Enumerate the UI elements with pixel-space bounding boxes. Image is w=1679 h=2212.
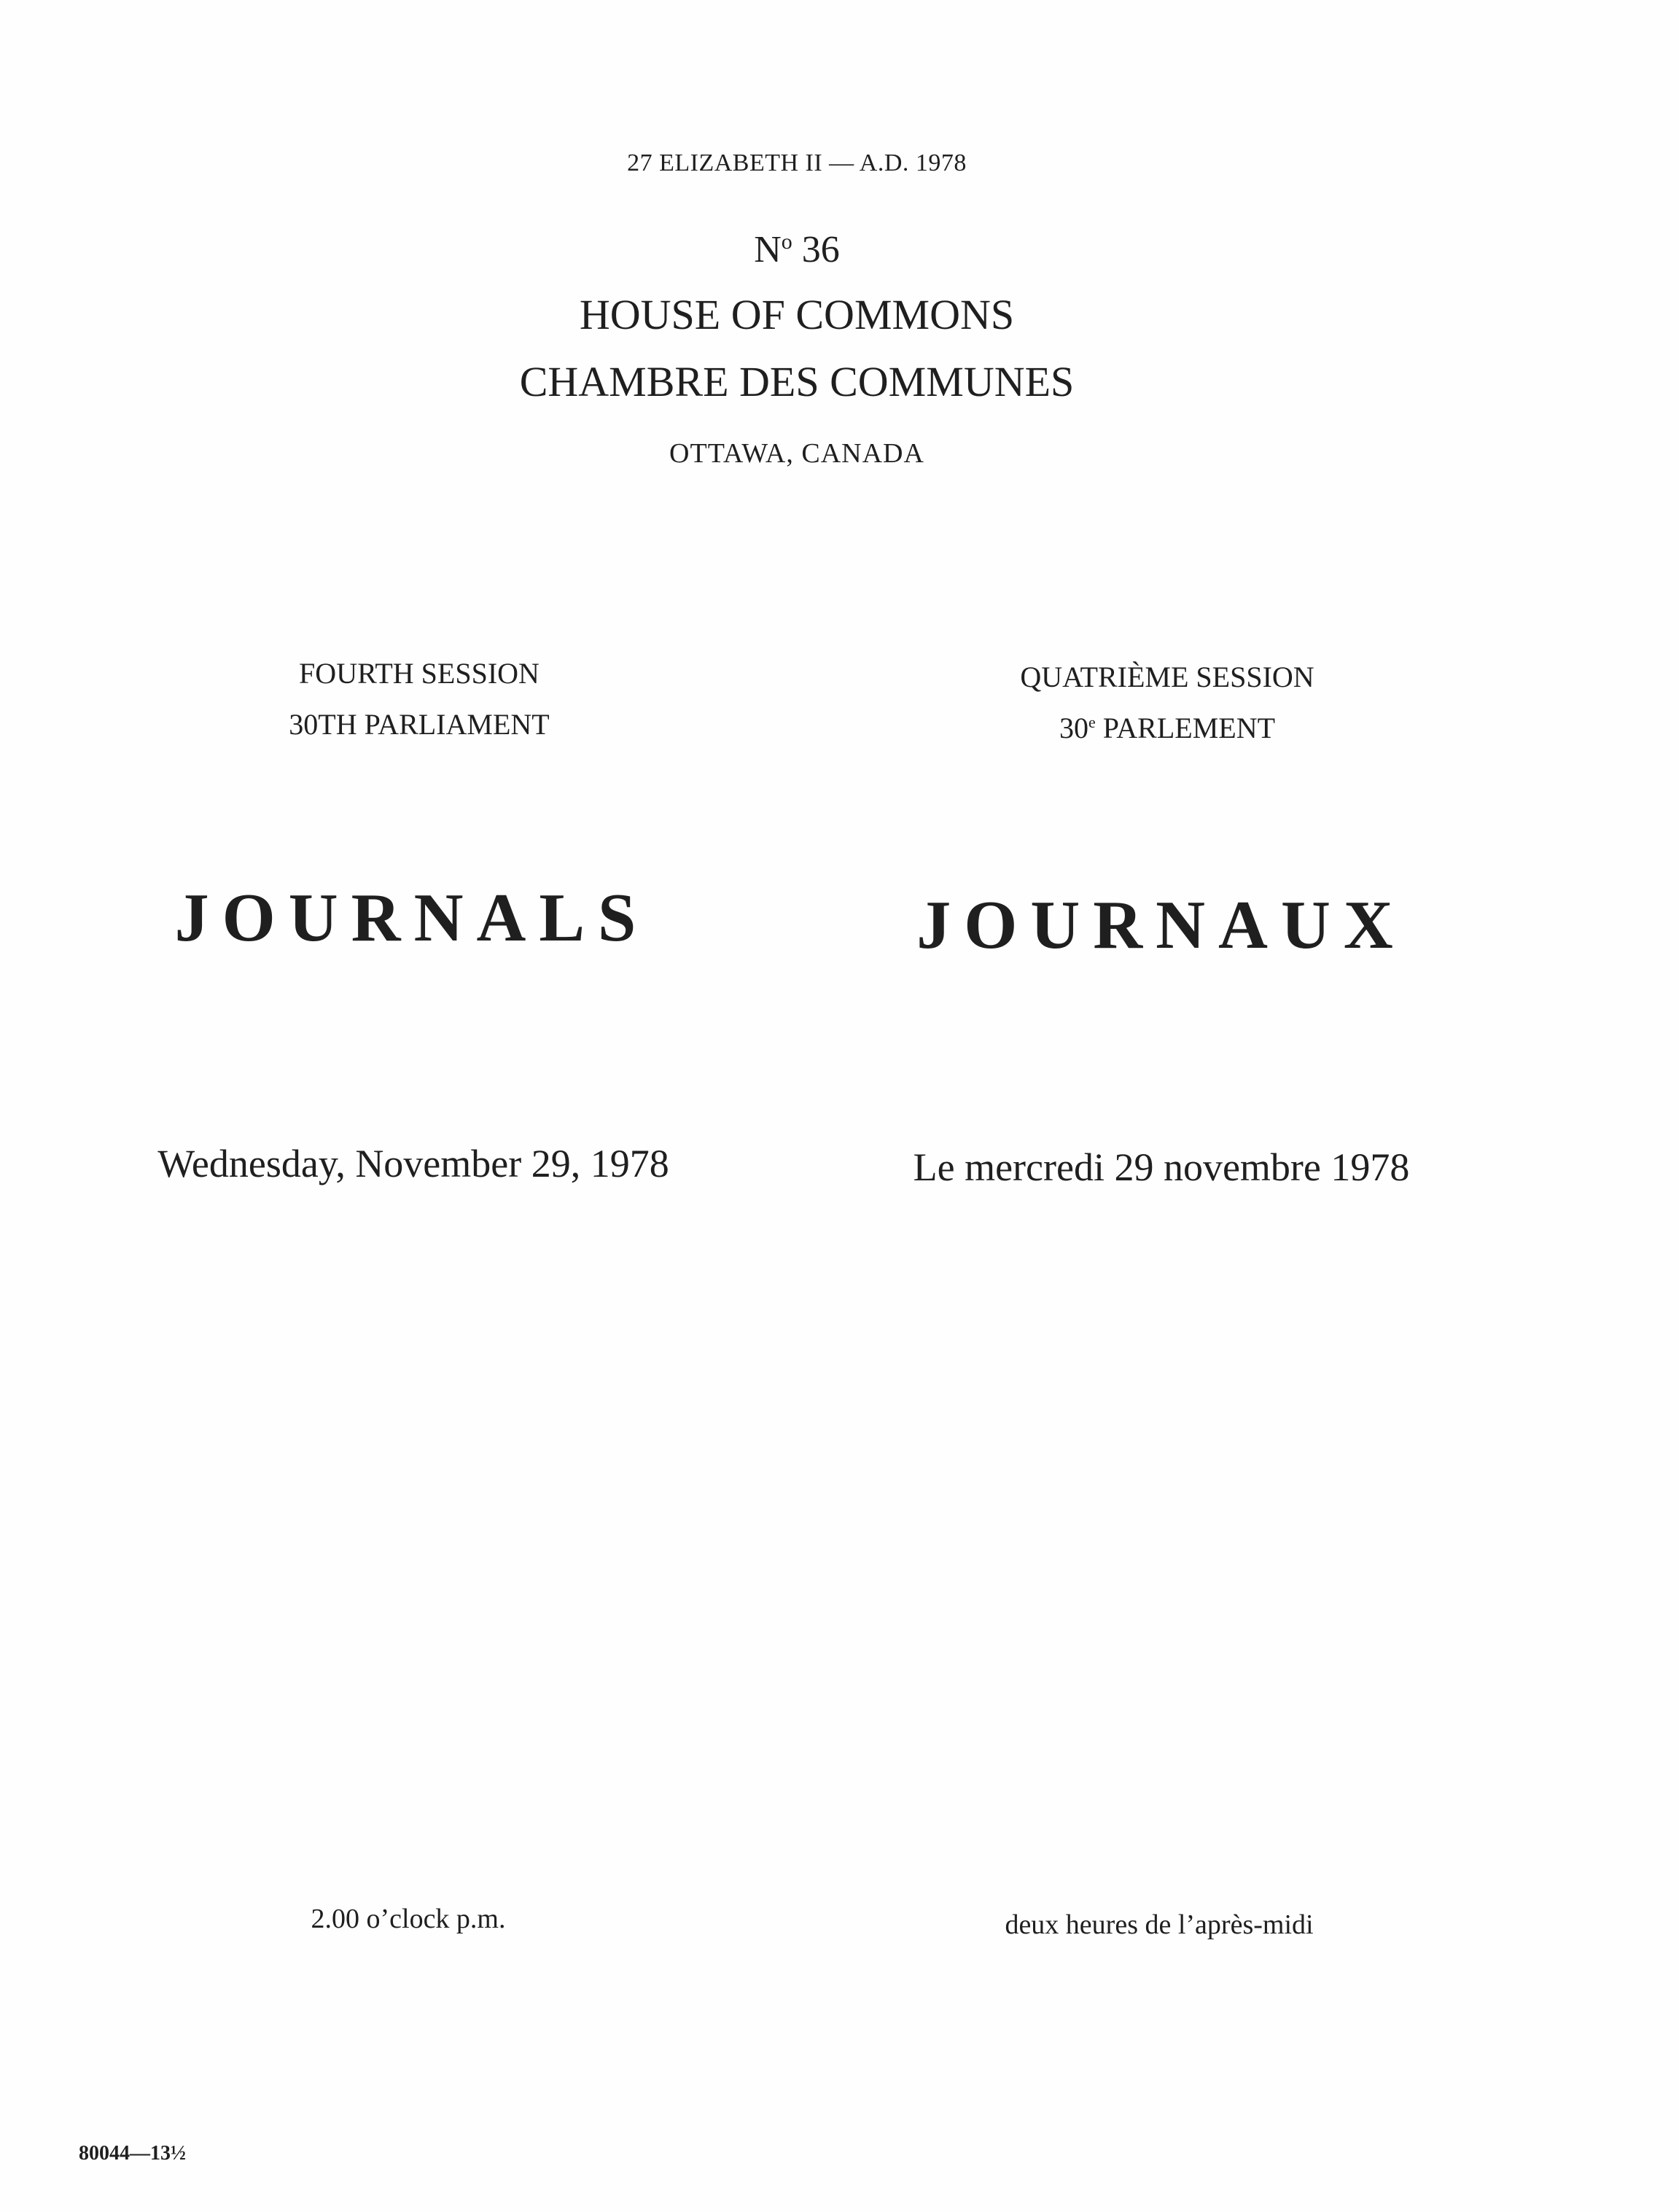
- date-english: Wednesday, November 29, 1978: [157, 1142, 669, 1185]
- parliament-french-word: PARLEMENT: [1102, 712, 1276, 744]
- house-title-english: HOUSE OF COMMONS: [579, 291, 1015, 338]
- session-english: FOURTH SESSION: [299, 657, 539, 690]
- date-french: Le mercredi 29 novembre 1978: [913, 1145, 1410, 1189]
- number-superscript: o: [781, 230, 792, 254]
- journals-title-french: JOURNAUX: [916, 887, 1406, 963]
- time-english: 2.00 o’clock p.m.: [311, 1904, 506, 1934]
- parliament-french-number: 30: [1059, 712, 1088, 744]
- number-prefix: N: [754, 229, 782, 270]
- city-line: OTTAWA, CANADA: [669, 438, 924, 469]
- time-french: deux heures de l’après-midi: [1005, 1909, 1314, 1940]
- journal-number: [754, 228, 840, 271]
- parliament-french-superscript: e: [1088, 713, 1096, 731]
- parliament-french: [1059, 711, 1275, 745]
- parliament-english: 30TH PARLIAMENT: [289, 708, 550, 741]
- session-french: QUATRIÈME SESSION: [1020, 661, 1314, 693]
- print-code: 80044—13½: [79, 2142, 186, 2165]
- house-title-french: CHAMBRE DES COMMUNES: [519, 358, 1075, 405]
- number-value: 36: [801, 229, 840, 270]
- regnal-year: 27 ELIZABETH II — A.D. 1978: [627, 149, 967, 176]
- journals-title-english: JOURNALS: [174, 880, 650, 956]
